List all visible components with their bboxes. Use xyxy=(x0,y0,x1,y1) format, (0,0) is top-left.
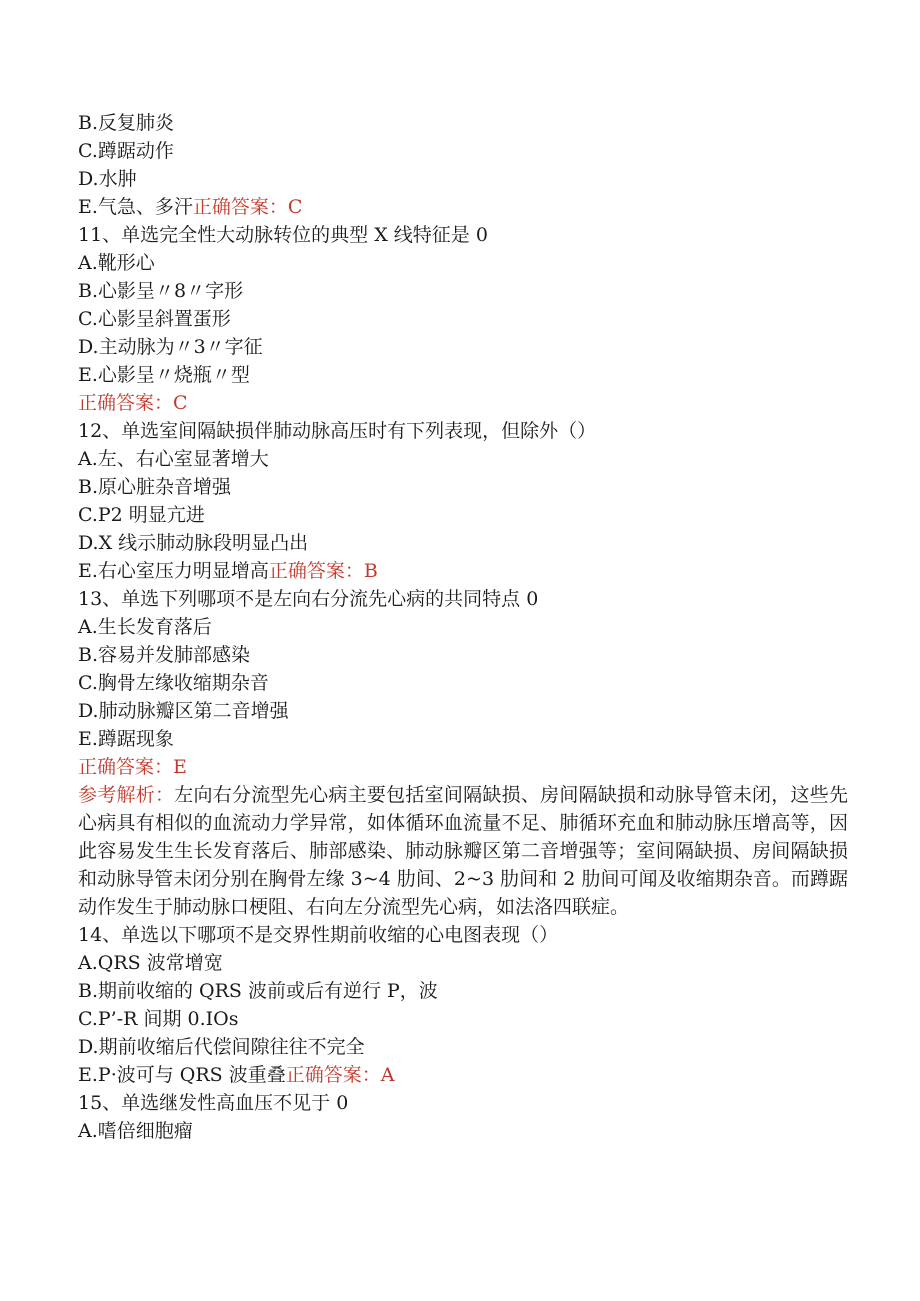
text-line xyxy=(78,949,848,977)
line-text: B.反复肺炎 xyxy=(78,112,175,134)
text-line xyxy=(78,333,848,361)
correct-answer: 正确答案：E xyxy=(78,756,187,778)
line-text: A.靴形心 xyxy=(78,252,155,274)
text-line xyxy=(78,1117,848,1145)
correct-answer: 正确答案：C xyxy=(78,392,188,414)
text-line xyxy=(78,109,848,137)
line-text: C.心影呈斜置蛋形 xyxy=(78,308,231,330)
document-page xyxy=(78,109,848,1145)
text-line xyxy=(78,977,848,1005)
line-text: D.期前收缩后代偿间隙往往不完全 xyxy=(78,1036,365,1058)
line-text: 12、单选室间隔缺损伴肺动脉高压时有下列表现，但除外（） xyxy=(78,420,597,442)
text-line xyxy=(78,921,848,949)
text-line xyxy=(78,1061,848,1089)
text-line xyxy=(78,389,848,417)
text-line xyxy=(78,1005,848,1033)
line-text: A.左、右心室显著增大 xyxy=(78,448,269,470)
text-line xyxy=(78,697,848,725)
text-line xyxy=(78,501,848,529)
text-line xyxy=(78,557,848,585)
line-text: D.水肿 xyxy=(78,168,137,190)
line-text: D.主动脉为〃3〃字征 xyxy=(78,336,263,358)
text-line xyxy=(78,249,848,277)
line-text: E.右心室压力明显增高 xyxy=(78,560,269,582)
text-line xyxy=(78,417,848,445)
explanation-text: 左向右分流型先心病主要包括室间隔缺损、房间隔缺损和动脉导管未闭，这些先心病具有相似的血流动力学异常，如体循环血流量不足、肺循环充血和肺动脉压增高等，因此容易发生生长发育落后、肺部感染、肺动脉瓣区第二音增强等；室间隔缺损、房间隔缺损和动脉导管未闭分别在胸骨左缘 3~4 肋间、2~3 肋间和 2 肋间可闻及收缩期杂音。而蹲踞动作发生于肺动脉口梗阻、右向左分流型先心病，如法洛四联症。 xyxy=(78,784,848,918)
text-line xyxy=(78,193,848,221)
line-text: E.蹲踞现象 xyxy=(78,728,174,750)
line-text: B.容易并发肺部感染 xyxy=(78,644,251,666)
text-line xyxy=(78,753,848,781)
text-line xyxy=(78,473,848,501)
line-text: A.QRS 波常增宽 xyxy=(78,952,223,974)
text-line xyxy=(78,669,848,697)
text-line xyxy=(78,529,848,557)
text-line xyxy=(78,137,848,165)
text-line xyxy=(78,305,848,333)
text-line xyxy=(78,641,848,669)
text-line xyxy=(78,1033,848,1061)
explanation-label: 参考解析： xyxy=(78,784,175,806)
question-block-1 xyxy=(78,109,848,781)
correct-answer: 正确答案：A xyxy=(285,1064,395,1086)
question-block-2 xyxy=(78,921,848,1145)
text-line xyxy=(78,585,848,613)
correct-answer: 正确答案：C xyxy=(192,196,303,218)
line-text: 15、单选继发性高血压不见于 0 xyxy=(78,1092,349,1114)
text-line xyxy=(78,165,848,193)
line-text: B.期前收缩的 QRS 波前或后有逆行 P，波 xyxy=(78,980,438,1002)
line-text: C.P’-R 间期 0.IOs xyxy=(78,1008,239,1030)
line-text: E.P·波可与 QRS 波重叠 xyxy=(78,1064,286,1086)
correct-answer: 正确答案：B xyxy=(268,560,378,582)
text-line xyxy=(78,1089,848,1117)
line-text: D.X 线示肺动脉段明显凸出 xyxy=(78,532,309,554)
line-text: A.嗜倍细胞瘤 xyxy=(78,1120,193,1142)
line-text: A.生长发育落后 xyxy=(78,616,212,638)
line-text: C.胸骨左缘收缩期杂音 xyxy=(78,672,269,694)
text-line xyxy=(78,361,848,389)
line-text: C.蹲踞动作 xyxy=(78,140,174,162)
line-text: E.心影呈〃烧瓶〃型 xyxy=(78,364,250,386)
line-text: C.P2 明显亢进 xyxy=(78,504,205,526)
text-line xyxy=(78,725,848,753)
text-line xyxy=(78,613,848,641)
line-text: 14、单选以下哪项不是交界性期前收缩的心电图表现（） xyxy=(78,924,559,946)
line-text: 11、单选完全性大动脉转位的典型 X 线特征是 0 xyxy=(78,224,488,246)
line-text: B.心影呈〃8〃字形 xyxy=(78,280,244,302)
text-line xyxy=(78,277,848,305)
line-text: B.原心脏杂音增强 xyxy=(78,476,232,498)
line-text: 13、单选下列哪项不是左向右分流先心病的共同特点 0 xyxy=(78,588,539,610)
line-text: E.气急、多汗 xyxy=(78,196,193,218)
line-text: D.肺动脉瓣区第二音增强 xyxy=(78,700,289,722)
text-line xyxy=(78,221,848,249)
text-line xyxy=(78,445,848,473)
reference-explanation xyxy=(78,781,848,921)
